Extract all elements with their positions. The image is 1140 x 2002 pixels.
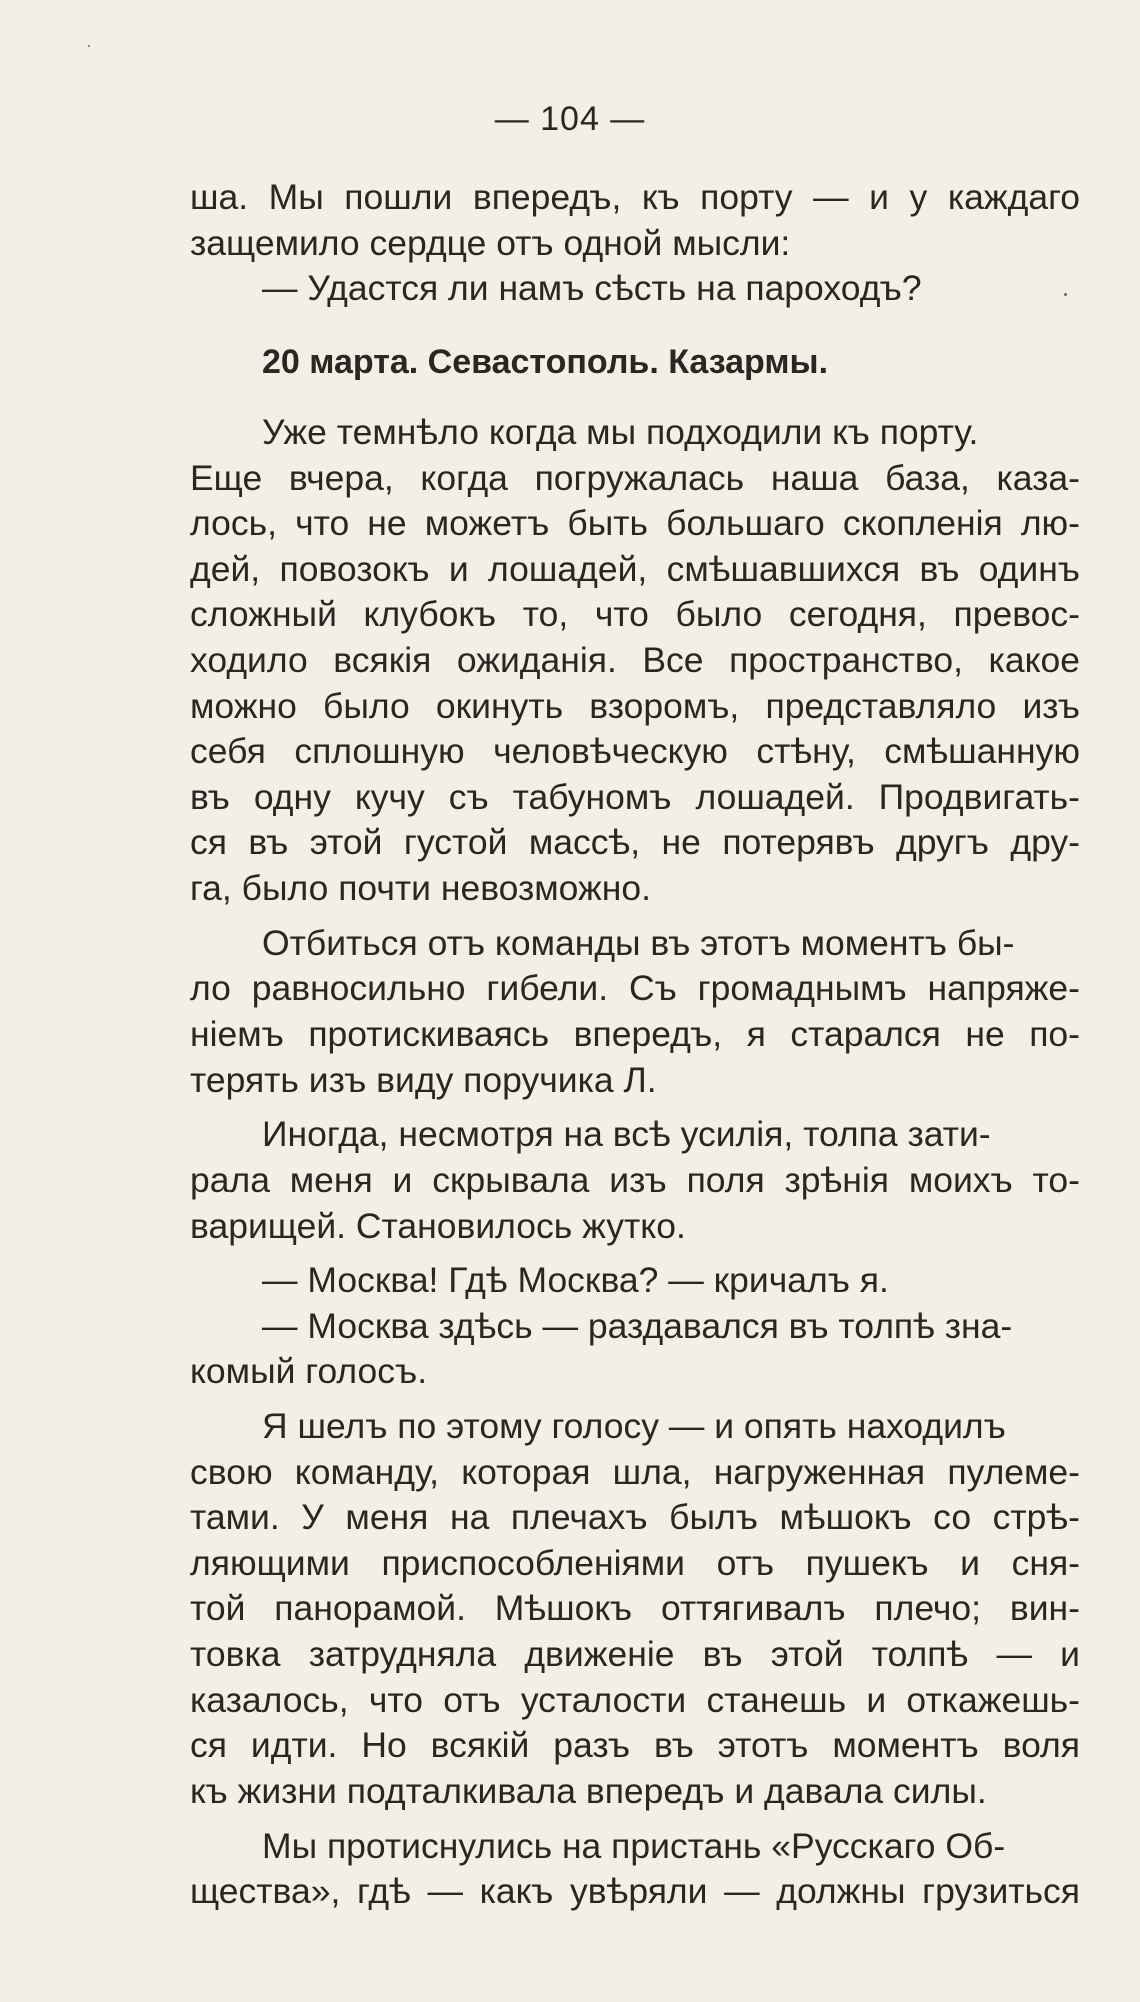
text-line: Я шелъ по этому голосу — и опять находилъ xyxy=(262,1406,1006,1446)
text-line: щества», гдѣ — какъ увѣряли — должны грузиться xyxy=(190,1871,1080,1911)
text-line: Еще вчера, когда погружалась наша база, каза- xyxy=(190,458,1080,498)
text-line: ло равносильно гибели. Съ громаднымъ напряже- xyxy=(190,968,1080,1008)
text-line: терять изъ виду поручика Л. xyxy=(190,1060,657,1100)
text-line: Уже темнѣло когда мы подходили къ порту. xyxy=(262,412,979,452)
text-line: ся въ этой густой массѣ, не потерявъ другъ дру- xyxy=(190,822,1080,862)
text-line: защемило сердце отъ одной мысли: xyxy=(190,223,791,263)
text-line: тами. У меня на плечахъ былъ мѣшокъ со стрѣ- xyxy=(190,1497,1080,1537)
text-line: га, было почти невозможно. xyxy=(190,868,651,908)
page-number: — 104 — xyxy=(494,100,646,138)
text-line: къ жизни подталкивала впередъ и давала силы. xyxy=(190,1771,987,1811)
text-line: можно было окинуть взоромъ, представляло изъ xyxy=(190,686,1080,726)
text-line: Мы протиснулись на пристань «Русскаго Об- xyxy=(262,1826,1006,1866)
speck-mark xyxy=(88,45,90,47)
text-line: ша. Мы пошли впередъ, къ порту — и у каждаго xyxy=(190,177,1080,217)
text-line: лось, что не можетъ быть большаго скопленія лю- xyxy=(190,503,1080,543)
text-line: ляющими приспособленіями отъ пушекъ и сня- xyxy=(190,1543,1080,1583)
text-line: ходило всякія ожиданія. Все пространство, какое xyxy=(190,640,1080,680)
text-line: казалось, что отъ усталости станешь и откажешь- xyxy=(190,1680,1080,1720)
text-line: — Москва! Гдѣ Москва? — кричалъ я. xyxy=(262,1260,889,1300)
text-line: Иногда, несмотря на всѣ усилія, толпа зати- xyxy=(262,1114,991,1154)
text-line: — Москва здѣсь — раздавался въ толпѣ зна- xyxy=(262,1306,1013,1346)
text-line: — Удастся ли намъ сѣсть на пароходъ? xyxy=(262,268,922,308)
text-line: товка затрудняла движеніе въ этой толпѣ — и xyxy=(190,1634,1080,1674)
text-line: рала меня и скрывала изъ поля зрѣнія моихъ то- xyxy=(190,1160,1080,1200)
text-line: комый голосъ. xyxy=(190,1351,428,1391)
text-line: той панорамой. Мѣшокъ оттягивалъ плечо; вин- xyxy=(190,1588,1080,1628)
text-line: себя сплошную человѣческую стѣну, смѣшанную xyxy=(190,731,1080,771)
text-line: варищей. Становилось жутко. xyxy=(190,1206,686,1246)
text-line: ся идти. Но всякій разъ въ этотъ моментъ воля xyxy=(190,1725,1080,1765)
text-line: Отбиться отъ команды въ этотъ моментъ бы- xyxy=(262,923,1015,963)
speck-mark xyxy=(1064,293,1067,296)
section-heading: 20 марта. Севастополь. Казармы. xyxy=(262,343,829,381)
text-line: свою команду, которая шла, нагруженная пулеме- xyxy=(190,1452,1080,1492)
text-line: сложный клубокъ то, что было сегодня, превос- xyxy=(190,594,1080,634)
text-line: въ одну кучу съ табуномъ лошадей. Продвигать- xyxy=(190,777,1080,817)
text-line: ніемъ протискиваясь впередъ, я старался не по- xyxy=(190,1014,1080,1054)
text-line: дей, повозокъ и лошадей, смѣшавшихся въ одинъ xyxy=(190,549,1080,589)
